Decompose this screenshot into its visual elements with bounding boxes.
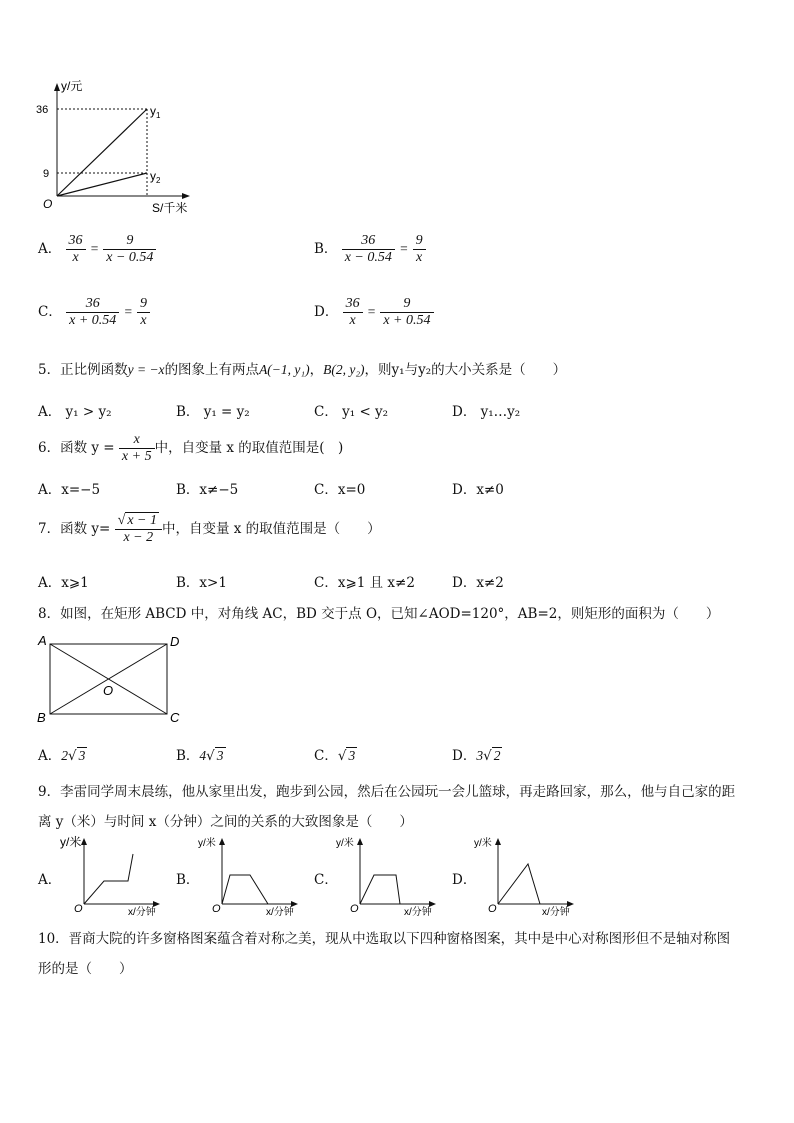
svg-text:O: O <box>212 903 221 915</box>
svg-text:y/米: y/米 <box>198 838 216 849</box>
q8-option-b[interactable]: B．4√ 3 <box>176 748 224 764</box>
origin-label: O <box>43 197 53 211</box>
q10-stem-line1: 10．晋商大院的许多窗格图案蕴含着对称之美，现从中选取以下四种窗格图案，其中是中心对称图形但不是轴对称图 <box>38 931 731 947</box>
y1-label: $y_1$ <box>150 104 161 120</box>
svg-text:y/米: y/米 <box>336 838 354 849</box>
q9-graph-d <box>472 834 582 918</box>
tick-9: 9 <box>43 168 50 180</box>
q8-stem: 8．如图，在矩形 ABCD 中，对角线 AC，BD 交于点 O，已知∠AOD=120°，AB=2，则矩形的面积为（ ） <box>38 606 720 622</box>
q7-option-c[interactable]: C．x⩾1 且 x≠2 <box>314 575 415 591</box>
q9-stem-line1: 9．李雷同学周末晨练，他从家里出发，跑步到公园，然后在公园玩一会儿篮球，再走路回家，那么，他与自己家的距 <box>38 784 736 800</box>
center-o: O <box>103 683 114 698</box>
svg-text:x/分钟: x/分钟 <box>542 907 570 918</box>
q4-option-a[interactable]: A． $\frac{36}{x}$ = $\frac{9}{x - 0.54}$ <box>38 233 156 266</box>
q6-stem: 6．函数 y = $\frac{x}{x + 5}$ 中，自变量 x 的取值范围是( ) <box>38 432 344 464</box>
y-axis-label: y/元 <box>61 79 83 93</box>
q10-stem-line2: 形的是（ ） <box>38 961 133 977</box>
q7-option-a[interactable]: A．x⩾1 <box>38 575 89 591</box>
vertex-c: C <box>170 710 180 725</box>
q8-option-a[interactable]: A．2√ 3 <box>38 748 86 764</box>
svg-text:y/米: y/米 <box>474 838 492 849</box>
y2-label: $y_2$ <box>150 169 161 185</box>
svg-text:O: O <box>74 903 83 915</box>
tick-36: 36 <box>36 104 49 116</box>
q8-option-c[interactable]: C．√ 3 <box>314 748 356 764</box>
q9-option-a[interactable]: A． <box>38 872 62 888</box>
q6-option-d[interactable]: D．x≠0 <box>452 482 504 498</box>
q9-option-d[interactable]: D． <box>452 872 477 888</box>
vertex-b: B <box>37 710 46 725</box>
q4-option-b[interactable]: B． $\frac{36}{x - 0.54}$ = $\frac{9}{x}$ <box>314 233 426 266</box>
q7-option-d[interactable]: D．x≠2 <box>452 575 504 591</box>
q6-option-b[interactable]: B．x≠−5 <box>176 482 239 498</box>
x-axis-label: S/千米 <box>152 201 188 215</box>
q5-stem: 5．正比例函数y = −x的图象上有两点A(−1, y₁)，B(2, y₂)，则y₁与y₂的大小关系是（ ） <box>38 362 567 378</box>
q6-option-a[interactable]: A．x=−5 <box>38 482 101 498</box>
vertex-a: A <box>38 633 47 648</box>
q9-stem-line2: 离 y（米）与时间 x（分钟）之间的关系的大致图象是（ ） <box>38 814 413 830</box>
svg-text:O: O <box>350 903 359 915</box>
svg-text:x/分钟: x/分钟 <box>128 907 156 918</box>
q9-graph-b <box>196 834 306 918</box>
q9-graph-c <box>334 834 444 918</box>
q9-graph-a <box>58 834 168 918</box>
svg-text:x/分钟: x/分钟 <box>266 907 294 918</box>
vertex-d: D <box>170 634 180 649</box>
q7-option-b[interactable]: B．x>1 <box>176 575 227 591</box>
q9-option-b[interactable]: B． <box>176 872 200 888</box>
q8-option-d[interactable]: D．3√ 2 <box>452 748 501 764</box>
q5-option-d[interactable]: D． y₁…y₂ <box>452 404 521 420</box>
price-distance-graph <box>30 78 210 218</box>
q4-option-d[interactable]: D． $\frac{36}{x}$ = $\frac{9}{x + 0.54}$ <box>314 296 434 329</box>
svg-text:y/米: y/米 <box>60 835 82 849</box>
q4-option-c[interactable]: C． $\frac{36}{x + 0.54}$ = $\frac{9}{x}$ <box>38 296 150 329</box>
q5-option-c[interactable]: C． y₁ < y₂ <box>314 404 389 420</box>
q9-option-c[interactable]: C． <box>314 872 338 888</box>
svg-text:x/分钟: x/分钟 <box>404 907 432 918</box>
rectangle-figure <box>34 632 194 728</box>
q5-option-a[interactable]: A． y₁ > y₂ <box>38 404 112 420</box>
svg-text:O: O <box>488 903 497 915</box>
q7-stem: 7．函数 y= $\frac{√ x - 1}{x - 2}$ 中，自变量 x 的取值范围是（ ） <box>38 513 381 545</box>
q5-option-b[interactable]: B． y₁ = y₂ <box>176 404 250 420</box>
q6-option-c[interactable]: C．x=0 <box>314 482 366 498</box>
